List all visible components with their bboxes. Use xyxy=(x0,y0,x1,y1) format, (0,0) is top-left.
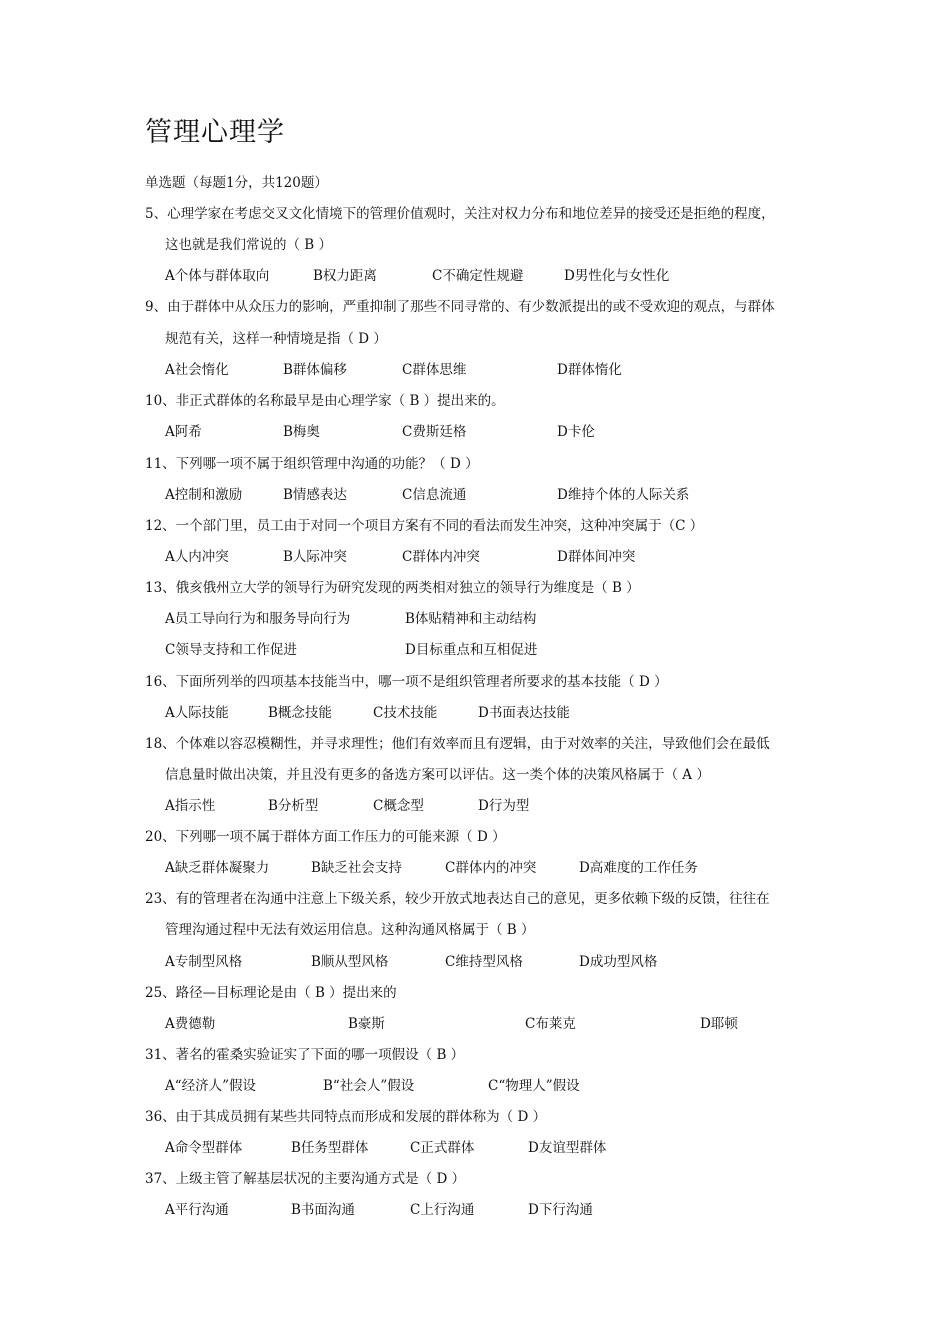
question-text-continued: 规范有关，这样一种情境是指（ D ） xyxy=(165,331,387,347)
answer-option: C群体思维 xyxy=(402,362,467,378)
answer-option: D下行沟通 xyxy=(528,1202,593,1218)
answer-option: A员工导向行为和服务导向行为 xyxy=(165,611,351,627)
answer-option: C领导支持和工作促进 xyxy=(165,642,297,658)
answer-option: B权力距离 xyxy=(313,268,377,284)
answer-option: B缺乏社会支持 xyxy=(311,860,402,876)
answer-option: D高难度的工作任务 xyxy=(579,860,698,876)
question-text: 5、心理学家在考虑交叉文化情境下的管理价值观时，关注对权力分布和地位差异的接受还是拒绝的程度， xyxy=(145,206,775,222)
question-text: 12、一个部门里，员工由于对同一个项目方案有不同的看法而发生冲突，这种冲突属于（C ） xyxy=(145,518,704,534)
question-text: 18、个体难以容忍模糊性，并寻求理性；他们有效率而且有逻辑，由于对效率的关注，导致他们会在最低 xyxy=(145,736,770,752)
answer-option: B人际冲突 xyxy=(283,549,347,565)
section-heading: 单选题（每题1分，共120题） xyxy=(145,175,328,191)
question-text-continued: 管理沟通过程中无法有效运用信息。这种沟通风格属于（ B ） xyxy=(165,922,535,938)
question-text: 37、上级主管了解基层状况的主要沟通方式是（ D ） xyxy=(145,1171,466,1187)
answer-option: C上行沟通 xyxy=(410,1202,475,1218)
answer-option: C不确定性规避 xyxy=(432,268,524,284)
answer-option: C费斯廷格 xyxy=(402,424,467,440)
answer-option: B“社会人”假设 xyxy=(323,1078,415,1094)
answer-option: D成功型风格 xyxy=(579,954,658,970)
answer-option: A控制和激励 xyxy=(165,487,243,503)
answer-option: D维持个体的人际关系 xyxy=(557,487,690,503)
answer-option: A指示性 xyxy=(165,798,216,814)
answer-option: B情感表达 xyxy=(283,487,347,503)
answer-option: D卡伦 xyxy=(557,424,595,440)
answer-option: A个体与群体取向 xyxy=(165,268,270,284)
answer-option: B体贴精神和主动结构 xyxy=(405,611,537,627)
answer-option: A费德勒 xyxy=(165,1016,216,1032)
answer-option: C概念型 xyxy=(373,798,424,814)
answer-option: C技术技能 xyxy=(373,705,438,721)
answer-option: B顺从型风格 xyxy=(311,954,389,970)
answer-option: B分析型 xyxy=(268,798,319,814)
answer-option: B梅奥 xyxy=(283,424,320,440)
question-text: 23、有的管理者在沟通中注意上下级关系，较少开放式地表达自己的意见，更多依赖下级的反馈，往往在 xyxy=(145,891,770,907)
answer-option: D目标重点和互相促进 xyxy=(405,642,538,658)
answer-option: C“物理人”假设 xyxy=(488,1078,580,1094)
answer-option: A平行沟通 xyxy=(165,1202,229,1218)
question-text: 20、下列哪一项不属于群体方面工作压力的可能来源（ D ） xyxy=(145,829,506,845)
question-text: 16、下面所列举的四项基本技能当中，哪一项不是组织管理者所要求的基本技能（ D ） xyxy=(145,674,668,690)
answer-option: B书面沟通 xyxy=(291,1202,355,1218)
question-text: 11、下列哪一项不属于组织管理中沟通的功能？（ D ） xyxy=(145,456,479,472)
answer-option: A人内冲突 xyxy=(165,549,229,565)
question-text: 10、非正式群体的名称最早是由心理学家（ B ）提出来的。 xyxy=(145,393,505,409)
answer-option: D行为型 xyxy=(478,798,530,814)
answer-option: A“经济人”假设 xyxy=(165,1078,257,1094)
answer-option: A阿希 xyxy=(165,424,202,440)
answer-option: A缺乏群体凝聚力 xyxy=(165,860,270,876)
answer-option: D友谊型群体 xyxy=(528,1140,607,1156)
answer-option: B豪斯 xyxy=(348,1016,385,1032)
answer-option: D群体间冲突 xyxy=(557,549,636,565)
page-title: 管理心理学 xyxy=(145,117,285,148)
question-text: 13、俄亥俄州立大学的领导行为研究发现的两类相对独立的领导行为维度是（ B ） xyxy=(145,580,640,596)
question-text: 31、著名的霍桑实验证实了下面的哪一项假设（ B ） xyxy=(145,1047,465,1063)
answer-option: D群体惰化 xyxy=(557,362,622,378)
answer-option: C群体内的冲突 xyxy=(445,860,537,876)
answer-option: B概念技能 xyxy=(268,705,332,721)
answer-option: A人际技能 xyxy=(165,705,229,721)
answer-option: C群体内冲突 xyxy=(402,549,480,565)
question-text: 25、路径—目标理论是由（ B ）提出来的 xyxy=(145,985,397,1001)
question-text: 36、由于其成员拥有某些共同特点而形成和发展的群体称为（ D ） xyxy=(145,1109,547,1125)
answer-option: A社会惰化 xyxy=(165,362,229,378)
question-text: 9、由于群体中从众压力的影响，严重抑制了那些不同寻常的、有少数派提出的或不受欢迎的观点，与群体 xyxy=(145,299,775,315)
question-text-continued: 这也就是我们常说的（ B ） xyxy=(165,237,333,253)
answer-option: D书面表达技能 xyxy=(478,705,570,721)
answer-option: C信息流通 xyxy=(402,487,467,503)
question-text-continued: 信息量时做出决策，并且没有更多的备选方案可以评估。这一类个体的决策风格属于（ A ） xyxy=(165,767,710,783)
answer-option: C布莱克 xyxy=(525,1016,576,1032)
answer-option: D耶顿 xyxy=(700,1016,738,1032)
answer-option: A命令型群体 xyxy=(165,1140,243,1156)
answer-option: C维持型风格 xyxy=(445,954,523,970)
answer-option: B任务型群体 xyxy=(291,1140,369,1156)
answer-option: B群体偏移 xyxy=(283,362,347,378)
answer-option: D男性化与女性化 xyxy=(564,268,670,284)
answer-option: A专制型风格 xyxy=(165,954,243,970)
answer-option: C正式群体 xyxy=(410,1140,475,1156)
